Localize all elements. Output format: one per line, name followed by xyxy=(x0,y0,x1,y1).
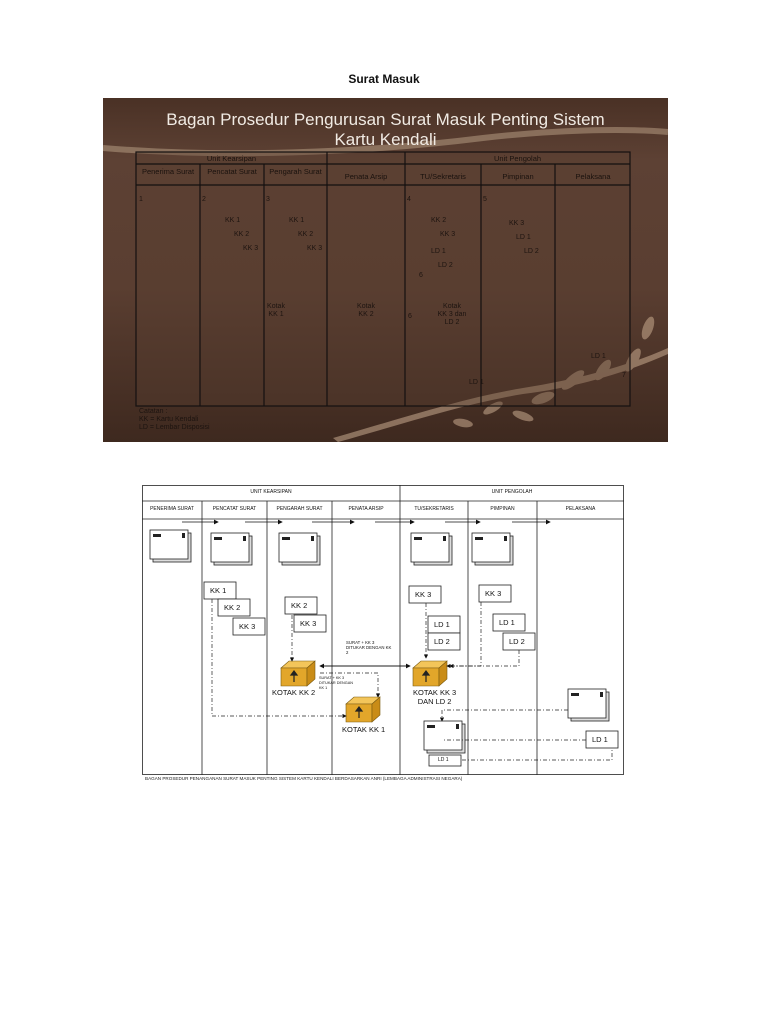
dashed-flows xyxy=(212,599,612,760)
card-ld1: LD 1 xyxy=(434,620,450,629)
card-kk2: KK 2 xyxy=(224,603,241,612)
step-2: 2 xyxy=(202,196,206,203)
diagram-col-pengarah-surat: PENGARAH SURAT xyxy=(276,506,323,512)
diagram-unit-kearsipan: UNIT KEARSIPAN xyxy=(250,489,292,495)
unit-kearsipan-header: Unit Kearsipan xyxy=(206,154,257,163)
note-ld: LD = Lembar Disposisi xyxy=(139,424,210,431)
label-kk3: KK 3 xyxy=(509,220,525,227)
label-ld: LD 1 xyxy=(469,379,484,386)
diagram-col-penata-arsip: PENATA ARSIP xyxy=(348,506,384,512)
label-ld2: LD 2 xyxy=(524,248,539,255)
card-kk2: KK 2 xyxy=(291,601,308,610)
card-ld2: LD 2 xyxy=(509,637,525,646)
note-swap-kk2: SURAT + KK 3 DITUKAR DENGAN KK 2 xyxy=(346,640,392,655)
page-title: Surat Masuk xyxy=(348,72,420,86)
label-kotak-kk3-ld2: Kotak KK 3 dan LD 2 xyxy=(437,303,467,326)
note-swap-kk1: SURAT + KK 3 DITUKAR DENGAN KK 1 xyxy=(319,676,353,690)
diagram-col-penerima-surat: PENERIMA SURAT xyxy=(150,506,194,512)
label-kk3: KK 3 xyxy=(243,245,259,252)
unit-pengolah-header: Unit Pengolah xyxy=(493,154,542,163)
note-kk: KK = Kartu Kendali xyxy=(139,416,199,423)
col-pelaksana: Pelaksana xyxy=(575,172,611,181)
col-pencatat-surat: Pencatat Surat xyxy=(207,167,257,176)
label-kotak-kk3-ld2: KOTAK KK 3 DAN LD 2 xyxy=(413,688,457,706)
step-6a: 6 xyxy=(419,272,423,279)
col-penata-arsip: Penata Arsip xyxy=(344,172,388,181)
label-ld1: LD 1 xyxy=(431,248,446,255)
slide-table xyxy=(136,152,630,406)
label-ld1: LD 1 xyxy=(591,353,606,360)
note-heading: Catatan : xyxy=(139,408,168,415)
label-kk2: KK 2 xyxy=(431,217,447,224)
label-kk2: KK 2 xyxy=(234,231,250,238)
step-4: 4 xyxy=(407,196,411,203)
card-ld1: LD 1 xyxy=(499,618,515,627)
step-7: 7 xyxy=(622,372,626,379)
step-6b: 6 xyxy=(408,313,412,320)
diagram-unit-pengolah: UNIT PENGOLAH xyxy=(491,489,533,495)
procedure-diagram xyxy=(142,485,624,775)
label-kotak-kk2: Kotak KK 2 xyxy=(357,303,375,318)
diagram-caption: BAGAN PROSEDUR PENANGANAN SURAT MASUK PENTING SISTEM KARTU KENDALI BERDASARKAN ANRI (LEMBAGA ADMINISTRASI NEGARA) xyxy=(145,776,463,781)
slide-title-line-2: Kartu Kendali xyxy=(334,130,437,149)
diagram-col-pimpinan: PIMPINAN xyxy=(490,506,515,512)
card-kk3: KK 3 xyxy=(300,619,317,628)
label-ld2: LD 2 xyxy=(438,262,453,269)
step-3: 3 xyxy=(266,196,270,203)
label-kk2: KK 2 xyxy=(298,231,314,238)
step-5: 5 xyxy=(483,196,487,203)
card-kk3: KK 3 xyxy=(485,589,502,598)
card-ld1: LD 1 xyxy=(438,757,449,763)
card-kk1: KK 1 xyxy=(210,586,227,595)
label-kk3: KK 3 xyxy=(307,245,323,252)
label-kotak-kk1: Kotak KK 1 xyxy=(267,303,285,318)
card-boxes xyxy=(204,582,618,766)
card-kk3: KK 3 xyxy=(239,622,256,631)
col-pimpinan: Pimpinan xyxy=(502,172,534,181)
slide-notes xyxy=(139,408,210,432)
label-kotak-kk2: KOTAK KK 2 xyxy=(272,688,316,697)
procedure-slide xyxy=(103,98,668,442)
label-ld1: LD 1 xyxy=(516,234,531,241)
card-ld1: LD 1 xyxy=(592,735,608,744)
col-tu-sekretaris: TU/Sekretaris xyxy=(420,172,466,181)
col-pengarah-surat: Pengarah Surat xyxy=(269,167,322,176)
card-ld2: LD 2 xyxy=(434,637,450,646)
label-kk1: KK 1 xyxy=(289,217,305,224)
label-kotak-kk1: KOTAK KK 1 xyxy=(342,725,386,734)
card-kk3: KK 3 xyxy=(415,590,432,599)
slide-title xyxy=(103,110,668,150)
label-kk1: KK 1 xyxy=(225,217,241,224)
diagram-col-tu-sekretaris: TU/SEKRETARIS xyxy=(414,506,454,512)
diagram-col-pencatat-surat: PENCATAT SURAT xyxy=(212,506,257,512)
diagram-col-pelaksana: PELAKSANA xyxy=(565,506,596,512)
label-kk3: KK 3 xyxy=(440,231,456,238)
col-penerima-surat: Penerima Surat xyxy=(141,167,195,176)
slide-title-line-1: Bagan Prosedur Pengurusan Surat Masuk Penting Sistem xyxy=(166,110,605,129)
step-1: 1 xyxy=(139,196,143,203)
